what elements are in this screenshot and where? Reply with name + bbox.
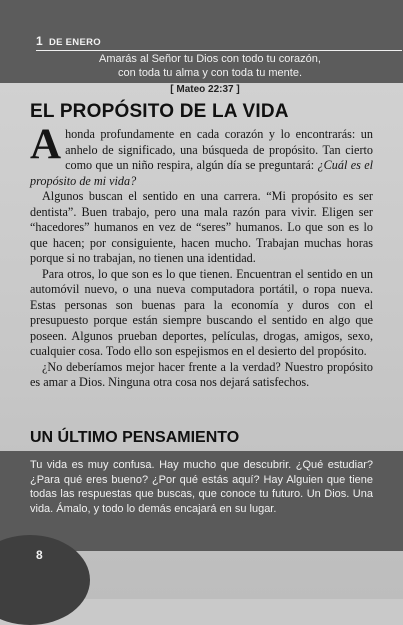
drop-cap: A (30, 121, 62, 168)
verse-reference: [ Mateo 22:37 ] (170, 84, 240, 95)
paragraph-1 (30, 121, 373, 189)
section-title: UN ÚLTIMO PENSAMIENTO (30, 429, 240, 446)
day-number: 1 (36, 34, 43, 48)
paragraph-2: Algunos buscan el sentido en una carrera. “Mi propósito es ser dentista”. Buen trabajo, pero una mala razón para vivir. Eligen ser “hacedores” humanos en vez de “seres” humanos. Lo que son es lo que hacen; por consiguiente, hacen mucho. Trabajan muchas horas porque si no trabajan, no tienen una identidad. (30, 189, 373, 265)
paragraph-3: Para otros, lo que son es lo que tienen. Encuentran el sentido en un automóvil nuevo, o una nueva computadora portátil, o ropa nueva. Estas personas son buenas para la economía y duros con el presupuesto porque están siempre buscando el sentido en algo que poseen. Algunos prueban deportes, películas, drogas, amigos, sexo, cualquier cosa. Todo ello son espejismos en el desierto del propósito. (30, 266, 373, 358)
verse-line-1: Amarás al Señor tu Dios con todo tu corazón, (99, 53, 321, 65)
month-label: DE ENERO (48, 37, 101, 48)
day-header (36, 34, 402, 51)
paragraph-1-question: ¿Cuál es el propósito de mi vida? (30, 158, 373, 188)
verse-line-2: con toda tu alma y con toda tu mente. (117, 67, 303, 79)
page-number: 8 (36, 548, 43, 562)
bible-verse (60, 52, 360, 80)
devotional-body (30, 121, 373, 391)
paragraph-1-text: honda profundamente en cada corazón y lo encontrarás: un anhelo de significado, una búsqueda de propósito. Tan cierto como que un niño respira, algún día se preguntará: (65, 127, 373, 172)
page-title: EL PROPÓSITO DE LA VIDA (30, 101, 289, 122)
last-thought-text: Tu vida es muy confusa. Hay mucho que descubrir. ¿Qué estudiar? ¿Para qué eres bueno? ¿Por qué estás aquí? Hay Alguien que tiene todas las respuestas que buscas, que conoce tu futuro. Un Dios. Una vida. Ámalo, y todo lo demás encajará en su lugar. (30, 459, 373, 515)
paragraph-4: ¿No deberíamos mejor hacer frente a la verdad? Nuestro propósito es amar a Dios. Ninguna otra cosa nos dejará satisfechos. (30, 359, 373, 389)
